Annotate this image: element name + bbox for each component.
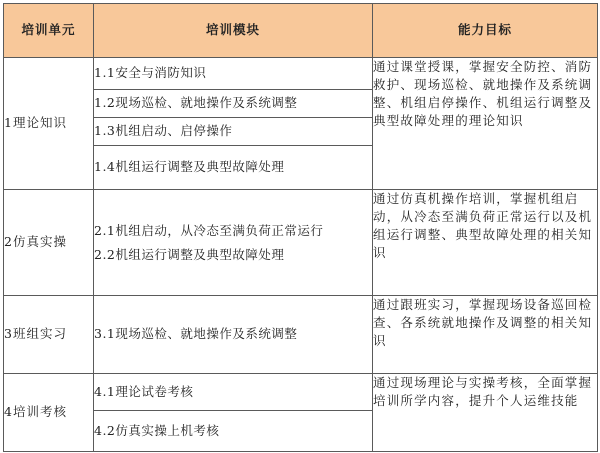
module-line: 2.2机组运行调整及典型故障处理 bbox=[94, 246, 285, 262]
goal-cell: 通过课堂授课，掌握安全防控、消防救护、现场巡检、就地操作及系统调整、机组启停操作、机组运行调整及典型故障处理的理论知识 bbox=[373, 58, 598, 190]
goal-cell: 通过现场理论与实操考核，全面掌握培训所学内容，提升个人运维技能 bbox=[373, 374, 598, 452]
header-module: 培训模块 bbox=[94, 4, 373, 58]
module-cell bbox=[94, 190, 373, 296]
header-goal: 能力目标 bbox=[373, 4, 598, 58]
header-row bbox=[4, 4, 598, 58]
module-cell: 4.2仿真实操上机考核 bbox=[94, 411, 373, 452]
goal-cell: 通过仿真机操作培训，掌握机组启动，从冷态至满负荷正常运行以及机组运行调整、典型故障处理的相关知识 bbox=[373, 190, 598, 296]
unit-name: 1理论知识 bbox=[4, 58, 94, 190]
module-cell: 1.3机组启动、启停操作 bbox=[94, 118, 373, 146]
table-row bbox=[4, 296, 598, 374]
unit-name: 2仿真实操 bbox=[4, 190, 94, 296]
header-unit: 培训单元 bbox=[4, 4, 94, 58]
module-cell: 3.1现场巡检、就地操作及系统调整 bbox=[94, 296, 373, 374]
module-cell: 1.2现场巡检、就地操作及系统调整 bbox=[94, 90, 373, 118]
table-row bbox=[4, 190, 598, 296]
module-cell: 4.1理论试卷考核 bbox=[94, 374, 373, 411]
table-row bbox=[4, 374, 598, 411]
unit-name: 3班组实习 bbox=[4, 296, 94, 374]
table-row bbox=[4, 58, 598, 90]
module-cell: 1.1安全与消防知识 bbox=[94, 58, 373, 90]
goal-cell: 通过跟班实习，掌握现场设备巡回检查、各系统就地操作及调整的相关知识 bbox=[373, 296, 598, 374]
module-cell: 1.4机组运行调整及典型故障处理 bbox=[94, 146, 373, 190]
unit-name: 4培训考核 bbox=[4, 374, 94, 452]
training-table bbox=[3, 3, 598, 452]
module-line: 2.1机组启动，从冷态至满负荷正常运行 bbox=[94, 222, 324, 238]
